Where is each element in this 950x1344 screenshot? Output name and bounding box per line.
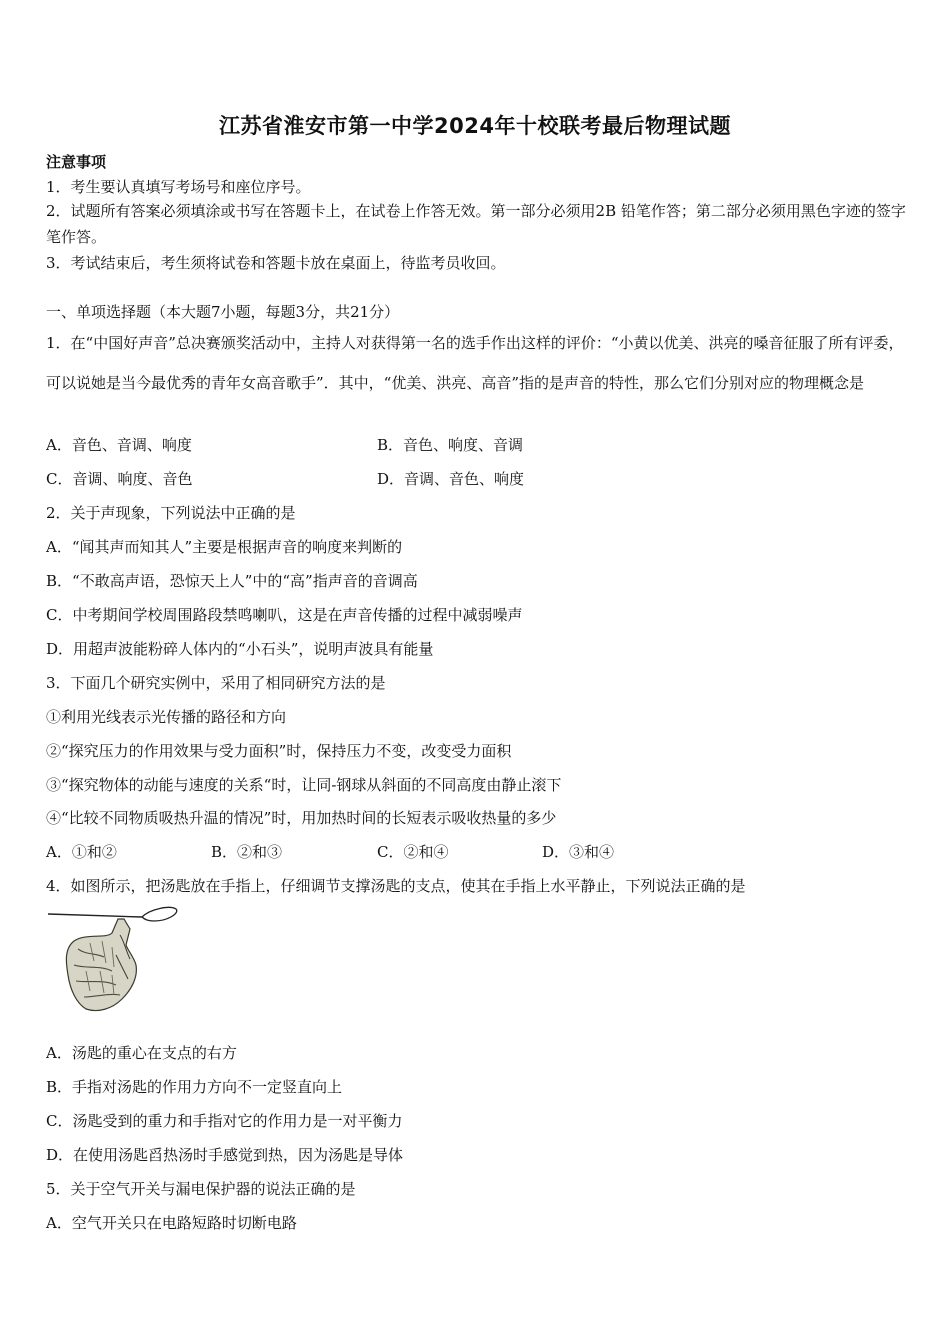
notice-item-3: 3．考试结束后，考生须将试卷和答题卡放在桌面上，待监考员收回。 bbox=[46, 254, 506, 272]
q4-stem: 4．如图所示，把汤匙放在手指上，仔细调节支撑汤匙的支点，使其在手指上水平静止，下列说法正确的是 bbox=[46, 877, 746, 895]
q2-option-a: A．“闻其声而知其人”主要是根据声音的响度来判断的 bbox=[46, 538, 403, 556]
q2-option-b: B．“不敢高声语，恐惊天上人”中的“高”指声音的音调高 bbox=[46, 572, 418, 590]
q4-option-c: C．汤匙受到的重力和手指对它的作用力是一对平衡力 bbox=[46, 1112, 403, 1130]
page-title: 江苏省淮安市第一中学2024年十校联考最后物理试题 bbox=[219, 114, 731, 138]
q3-item-2: ②“探究压力的作用效果与受力面积”时，保持压力不变，改变受力面积 bbox=[46, 742, 512, 760]
q5-option-a: A．空气开关只在电路短路时切断电路 bbox=[46, 1214, 297, 1232]
notice-item-2: 2．试题所有答案必须填涂或书写在答题卡上，在试卷上作答无效。第一部分必须用2B 铅笔作答；第二部分必须用黑色字迹的签字笔作答。 bbox=[46, 202, 906, 246]
q3-stem: 3．下面几个研究实例中，采用了相同研究方法的是 bbox=[46, 674, 386, 692]
notice-item-1: 1．考生要认真填写考场号和座位序号。 bbox=[46, 178, 311, 196]
q3-option-d: D．③和④ bbox=[542, 843, 615, 861]
q1-option-d: D．音调、音色、响度 bbox=[377, 470, 525, 488]
q3-option-a: A．①和② bbox=[46, 843, 117, 861]
spoon-on-finger-figure bbox=[46, 905, 180, 1015]
q3-item-4: ④“比较不同物质吸热升温的情况”时，用加热时间的长短表示吸收热量的多少 bbox=[46, 809, 557, 827]
q2-option-c: C．中考期间学校周围路段禁鸣喇叭，这是在声音传播的过程中减弱噪声 bbox=[46, 606, 523, 624]
q1-stem: 1．在“中国好声音”总决赛颁奖活动中，主持人对获得第一名的选手作出这样的评价：“小黄以优美、洪亮的嗓音征服了所有评委，可以说她是当今最优秀的青年女高音歌手”．其中，“优美、洪亮、高音”指的是声音的特性，那么它们分别对应的物理概念是 bbox=[46, 334, 904, 392]
q3-option-c: C．②和④ bbox=[377, 843, 449, 861]
q4-option-b: B．手指对汤匙的作用力方向不一定竖直向上 bbox=[46, 1078, 343, 1096]
q4-option-a: A．汤匙的重心在支点的右方 bbox=[46, 1044, 237, 1062]
q3-option-b: B．②和③ bbox=[211, 843, 283, 861]
notice-heading: 注意事项 bbox=[46, 153, 107, 171]
q3-item-3: ③“探究物体的动能与速度的关系“时，让同-钢球从斜面的不同高度由静止滚下 bbox=[46, 776, 562, 794]
q1-option-c: C．音调、响度、音色 bbox=[46, 470, 193, 488]
q2-stem: 2．关于声现象，下列说法中正确的是 bbox=[46, 504, 296, 522]
q1-option-b: B．音色、响度、音调 bbox=[377, 436, 524, 454]
q1-option-a: A．音色、音调、响度 bbox=[46, 436, 192, 454]
q3-item-1: ①利用光线表示光传播的路径和方向 bbox=[46, 708, 287, 726]
q5-stem: 5．关于空气开关与漏电保护器的说法正确的是 bbox=[46, 1180, 356, 1198]
q4-option-d: D．在使用汤匙舀热汤时手感觉到热，因为汤匙是导体 bbox=[46, 1146, 404, 1164]
q2-option-d: D．用超声波能粉碎人体内的“小石头”，说明声波具有能量 bbox=[46, 640, 434, 658]
section-heading: 一、单项选择题（本大题7小题，每题3分，共21分） bbox=[46, 303, 400, 321]
